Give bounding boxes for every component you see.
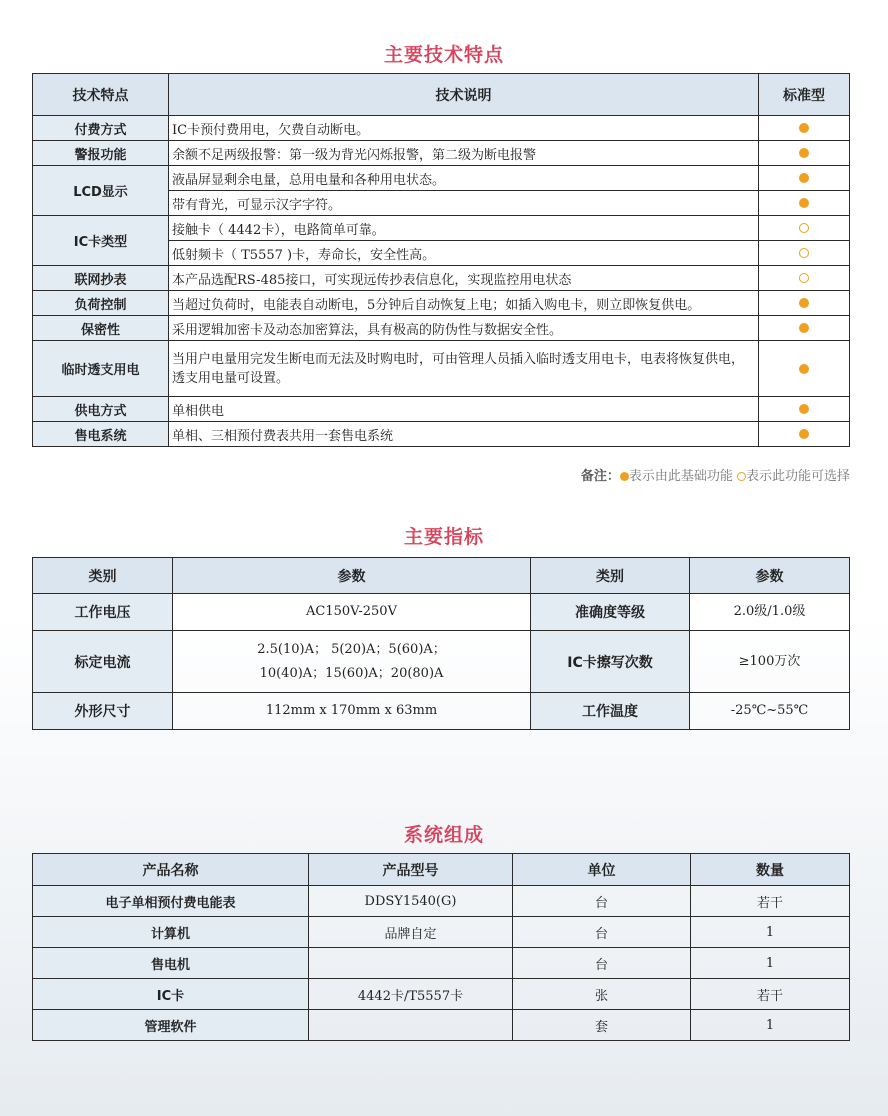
spec-value: 2.0级/1.0级	[690, 594, 850, 631]
system-product-model: 4442卡/T5557卡	[309, 979, 513, 1010]
empty-dot-icon	[737, 472, 746, 481]
feature-description: 当超过负荷时，电能表自动断电，5分钟后自动恢复上电；如插入购电卡，则立即恢复供电。	[169, 291, 759, 316]
feature-description: IC卡预付费用电，欠费自动断电。	[169, 116, 759, 141]
feature-description: 余额不足两级报警：第一级为背光闪烁报警，第二级为断电报警	[169, 141, 759, 166]
spec-label: IC卡擦写次数	[531, 631, 690, 693]
specs-header-param-2: 参数	[690, 558, 850, 594]
filled-dot-icon	[799, 429, 809, 439]
feature-name: 付费方式	[33, 116, 169, 141]
system-header-model: 产品型号	[309, 854, 513, 886]
note-label: 备注：	[580, 469, 620, 484]
standard-mark	[759, 116, 850, 141]
header-standard: 标准型	[759, 74, 850, 116]
standard-mark	[759, 191, 850, 216]
standard-mark	[759, 422, 850, 447]
filled-dot-icon	[799, 364, 809, 374]
filled-dot-icon	[799, 323, 809, 333]
spec-label: 工作电压	[33, 594, 173, 631]
feature-description: 带有背光，可显示汉字字符。	[169, 191, 759, 216]
spec-value: 112mm x 170mm x 63mm	[173, 693, 531, 730]
system-unit: 台	[513, 948, 691, 979]
feature-description: 单相供电	[169, 397, 759, 422]
system-quantity: 1	[691, 948, 850, 979]
spec-label: 标定电流	[33, 631, 173, 693]
features-title: 主要技术特点	[383, 44, 504, 66]
system-unit: 台	[513, 917, 691, 948]
feature-name: IC卡类型	[33, 216, 169, 266]
note-empty-text: 表示此功能可选择	[745, 469, 850, 484]
system-header-qty: 数量	[691, 854, 850, 886]
specs-header-param-1: 参数	[173, 558, 531, 594]
system-unit: 套	[513, 1010, 691, 1041]
spec-label: 准确度等级	[531, 594, 690, 631]
features-table	[32, 73, 850, 447]
feature-description: 当用户电量用完发生断电而无法及时购电时，可由管理人员插入临时透支用电卡，电表将恢复供电，透支用电量可设置。	[169, 341, 759, 397]
system-product-name: 管理软件	[33, 1010, 309, 1041]
standard-mark	[759, 397, 850, 422]
system-product-model: DDSY1540(G)	[309, 886, 513, 917]
feature-description: 低射频卡（ T5557 )卡，寿命长，安全性高。	[169, 241, 759, 266]
feature-description: 接触卡（ 4442卡），电路简单可靠。	[169, 216, 759, 241]
system-product-model: 品牌自定	[309, 917, 513, 948]
spec-value	[173, 631, 531, 693]
system-quantity: 1	[691, 1010, 850, 1041]
standard-mark	[759, 166, 850, 191]
standard-mark	[759, 316, 850, 341]
empty-dot-icon	[799, 248, 809, 258]
spec-value-line: 10(40)A；15(60)A；20(80)A	[259, 665, 444, 681]
feature-description: 采用逻辑加密卡及动态加密算法，具有极高的防伪性与数据安全性。	[169, 316, 759, 341]
standard-mark	[759, 266, 850, 291]
header-feature: 技术特点	[33, 74, 169, 116]
system-product-model	[309, 1010, 513, 1041]
system-table	[32, 853, 850, 1041]
header-description: 技术说明	[169, 74, 759, 116]
standard-mark	[759, 341, 850, 397]
feature-description: 液晶屏显剩余电量，总用电量和各种用电状态。	[169, 166, 759, 191]
system-product-model	[309, 948, 513, 979]
standard-mark	[759, 241, 850, 266]
empty-dot-icon	[799, 223, 809, 233]
spec-label: 外形尺寸	[33, 693, 173, 730]
filled-dot-icon	[799, 173, 809, 183]
filled-dot-icon	[799, 198, 809, 208]
empty-dot-icon	[799, 273, 809, 283]
system-product-name: 计算机	[33, 917, 309, 948]
system-product-name: 售电机	[33, 948, 309, 979]
system-quantity: 若干	[691, 886, 850, 917]
feature-name: 警报功能	[33, 141, 169, 166]
spec-value: AC150V-250V	[173, 594, 531, 631]
standard-mark	[759, 291, 850, 316]
system-unit: 张	[513, 979, 691, 1010]
spec-label: 工作温度	[531, 693, 690, 730]
spec-value: ≥100万次	[690, 631, 850, 693]
specs-title: 主要指标	[403, 526, 484, 548]
specs-table	[32, 557, 850, 730]
feature-description: 本产品选配RS-485接口，可实现远传抄表信息化，实现监控用电状态	[169, 266, 759, 291]
filled-dot-icon	[799, 298, 809, 308]
feature-description: 单相、三相预付费表共用一套售电系统	[169, 422, 759, 447]
standard-mark	[759, 141, 850, 166]
legend-note	[581, 465, 850, 484]
system-quantity: 1	[691, 917, 850, 948]
feature-name: 保密性	[33, 316, 169, 341]
spec-value-line: 2.5(10)A； 5(20)A；5(60)A；	[257, 641, 446, 657]
system-product-name: IC卡	[33, 979, 309, 1010]
specs-header-category-2: 类别	[531, 558, 690, 594]
feature-name: 联网抄表	[33, 266, 169, 291]
feature-name: 负荷控制	[33, 291, 169, 316]
system-quantity: 若干	[691, 979, 850, 1010]
feature-name: LCD显示	[33, 166, 169, 216]
standard-mark	[759, 216, 850, 241]
feature-name: 供电方式	[33, 397, 169, 422]
note-full-text: 表示由此基础功能	[628, 469, 733, 484]
spec-value: -25℃~55℃	[690, 693, 850, 730]
specs-header-category-1: 类别	[33, 558, 173, 594]
system-unit: 台	[513, 886, 691, 917]
filled-dot-icon	[799, 404, 809, 414]
system-header-unit: 单位	[513, 854, 691, 886]
system-product-name: 电子单相预付费电能表	[33, 886, 309, 917]
feature-name: 临时透支用电	[33, 341, 169, 397]
filled-dot-icon	[799, 148, 809, 158]
feature-name: 售电系统	[33, 422, 169, 447]
system-title: 系统组成	[403, 824, 484, 846]
filled-dot-icon	[620, 472, 629, 481]
filled-dot-icon	[799, 123, 809, 133]
system-header-name: 产品名称	[33, 854, 309, 886]
